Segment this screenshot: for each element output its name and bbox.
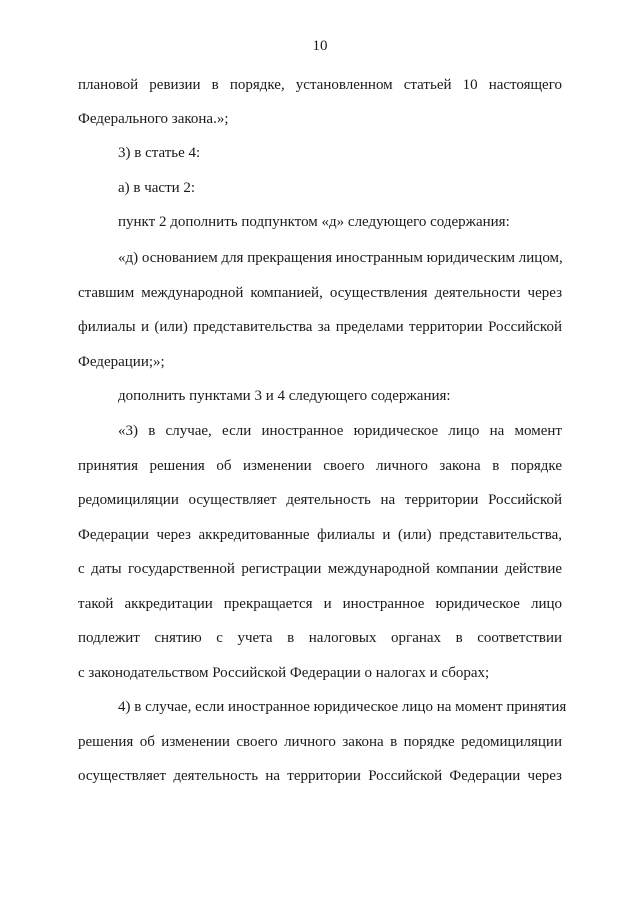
text-line-8: филиалы и (или) представительства за пределами территории Российской xyxy=(78,319,562,335)
text-line-6: «д) основанием для прекращения иностранным юридическим лицом, xyxy=(118,250,563,266)
text-line-7: ставшим международной компанией, осуществления деятельности через xyxy=(78,285,562,301)
text-line-17: подлежит снятию с учета в налоговых органах в соответствии xyxy=(78,630,562,646)
text-line-1: плановой ревизии в порядке, установленном статьей 10 настоящего xyxy=(78,77,562,93)
text-line-18: с законодательством Российской Федерации о налогах и сборах; xyxy=(78,665,490,681)
text-line-5: пункт 2 дополнить подпунктом «д» следующего содержания: xyxy=(118,214,510,230)
text-line-9: Федерации;»; xyxy=(78,354,165,370)
text-line-12: принятия решения об изменении своего личного закона в порядке xyxy=(78,458,562,474)
text-line-10: дополнить пунктами 3 и 4 следующего содержания: xyxy=(118,388,451,404)
text-line-13: редомициляции осуществляет деятельность на территории Российской xyxy=(78,492,562,508)
text-line-19: 4) в случае, если иностранное юридическое лицо на момент принятия xyxy=(118,699,567,715)
text-line-16: такой аккредитации прекращается и иностранное юридическое лицо xyxy=(78,596,562,612)
text-line-14: Федерации через аккредитованные филиалы и (или) представительства, xyxy=(78,527,562,543)
text-line-11: «3) в случае, если иностранное юридическое лицо на момент xyxy=(118,423,562,439)
text-line-21: осуществляет деятельность на территории Российской Федерации через xyxy=(78,768,562,784)
page-number: 10 xyxy=(312,38,328,54)
text-line-2: Федерального закона.»; xyxy=(78,111,229,127)
text-line-3: 3) в статье 4: xyxy=(118,145,201,161)
text-line-4: а) в части 2: xyxy=(118,180,196,196)
text-line-20: решения об изменении своего личного закона в порядке редомициляции xyxy=(78,734,562,750)
text-line-15: с даты государственной регистрации международной компании действие xyxy=(78,561,562,577)
